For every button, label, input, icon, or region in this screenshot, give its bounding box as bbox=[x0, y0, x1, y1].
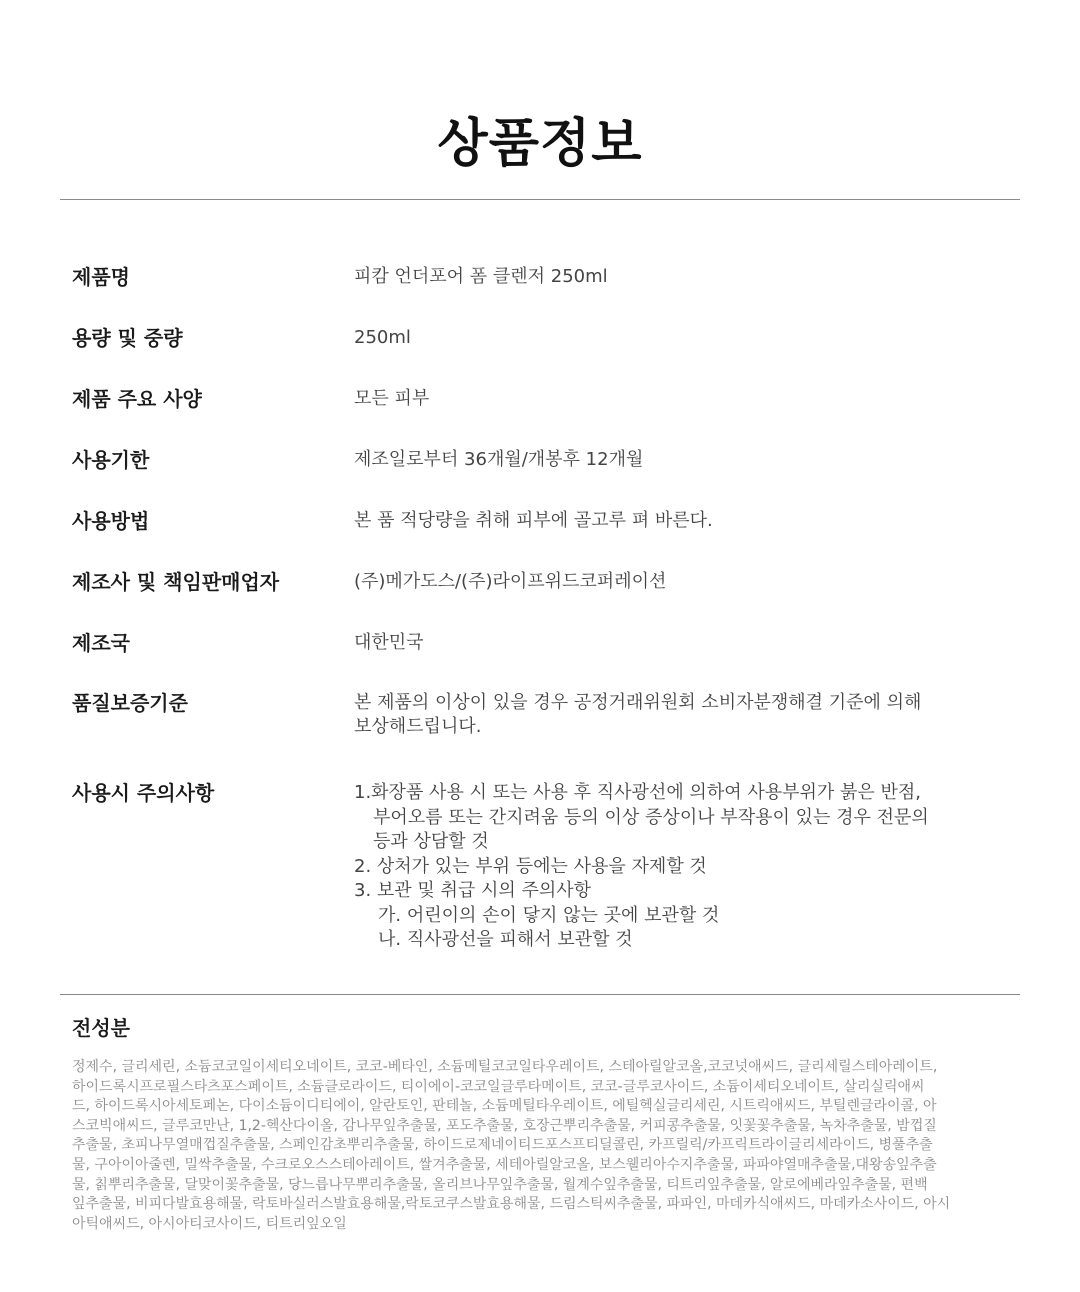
row-value: 본 품 적당량을 취해 피부에 골고루 펴 바른다. bbox=[354, 510, 713, 531]
row-value: 피캄 언더포어 폼 클렌저 250ml bbox=[354, 266, 608, 287]
page-title: 상품정보 bbox=[437, 114, 643, 174]
row-label: 사용방법 bbox=[72, 509, 150, 533]
value-line: 보상해드립니다. bbox=[354, 716, 482, 737]
ingredients-line: 물, 구아이아줄렌, 밀싹추출물, 수크로오스스테아레이트, 쌀겨추출물, 세테아릴알코올, 보스웰리아수지추출물, 파파야열매추출물,대왕송잎추출 bbox=[72, 1156, 937, 1173]
caution-item: 3. 보관 및 취급 시의 주의사항 bbox=[354, 880, 592, 901]
ingredients-list bbox=[72, 1058, 1002, 1234]
row-label: 사용시 주의사항 bbox=[72, 781, 215, 805]
row-value: 제조일로부터 36개월/개봉후 12개월 bbox=[354, 449, 644, 470]
row-label: 제조사 및 책임판매업자 bbox=[72, 570, 280, 594]
row-value: 250ml bbox=[354, 327, 411, 348]
bottom-divider bbox=[60, 994, 1020, 995]
caution-item: 1.화장품 사용 시 또는 사용 후 직사광선에 의하여 사용부위가 붉은 반점, bbox=[354, 782, 921, 803]
caution-subitem: 나. 직사광선을 피해서 보관할 것 bbox=[378, 929, 633, 950]
row-value: 대한민국 bbox=[354, 632, 424, 653]
row-label: 품질보증기준 bbox=[72, 691, 188, 715]
row-value bbox=[354, 691, 994, 739]
ingredients-line: 물, 칡뿌리추출물, 달맞이꽃추출물, 당느릅나무뿌리추출물, 올리브나무잎추출물, 월계수잎추출물, 티트리잎추출물, 알로에베라잎추출물, 편백 bbox=[72, 1176, 928, 1193]
caution-item-continued: 부어오름 또는 간지려움 등의 이상 증상이나 부작용이 있는 경우 전문의 bbox=[373, 806, 929, 828]
ingredients-line: 드, 하이드록시아세토페논, 다이소듐이디티에이, 알란토인, 판테놀, 소듐메틸타우레이트, 에틸헥실글리세린, 시트릭애씨드, 부틸렌글라이콜, 아 bbox=[72, 1098, 937, 1115]
value-line: 본 제품의 이상이 있을 경우 공정거래위원회 소비자분쟁해결 기준에 의해 bbox=[354, 692, 922, 713]
caution-subitem: 가. 어린이의 손이 닿지 않는 곳에 보관할 것 bbox=[378, 904, 720, 926]
row-value: (주)메가도스/(주)라이프위드코퍼레이션 bbox=[354, 571, 667, 592]
row-label: 제품명 bbox=[72, 265, 130, 289]
ingredients-line: 추출물, 초피나무열매껍질추출물, 스페인감초뿌리추출물, 하이드로제네이티드포스프티딜콜린, 카프릴릭/카프릭트라이글리세라이드, 병풀추출 bbox=[72, 1137, 933, 1154]
row-label: 사용기한 bbox=[72, 448, 150, 472]
top-divider bbox=[60, 199, 1020, 200]
ingredients-line: 하이드록시프로필스타츠포스페이트, 소듐클로라이드, 티이에이-코코일글루타메이트, 코코-글루코사이드, 소듐이세티오네이트, 살리실릭애씨 bbox=[72, 1078, 925, 1095]
row-label: 제조국 bbox=[72, 631, 130, 655]
row-label: 제품 주요 사양 bbox=[72, 387, 202, 411]
ingredients-title: 전성분 bbox=[72, 1016, 130, 1040]
caution-item-continued: 등과 상담할 것 bbox=[373, 831, 489, 852]
ingredients-line: 스코빅애씨드, 글루코만난, 1,2-헥산다이올, 감나무잎추출물, 포도추출물, 호장근뿌리추출물, 커피콩추출물, 잇꽃꽃추출물, 녹차추출물, 밤껍질 bbox=[72, 1117, 937, 1134]
row-label: 용량 및 중량 bbox=[72, 326, 183, 350]
caution-list bbox=[354, 781, 994, 953]
ingredients-line: 정제수, 글리세린, 소듐코코일이세티오네이트, 코코-베타인, 소듐메틸코코일타우레이트, 스테아릴알코올,코코넛애씨드, 글리세릴스테아레이트, bbox=[72, 1059, 938, 1075]
caution-item: 2. 상처가 있는 부위 등에는 사용을 자제할 것 bbox=[354, 855, 707, 877]
ingredients-line: 잎추출물, 비피다발효용해물, 락토바실러스발효용해물,락토코쿠스발효용해물, 드림스틱씨추출물, 파파인, 마데카식애씨드, 마데카소사이드, 아시 bbox=[72, 1196, 951, 1213]
row-value: 모든 피부 bbox=[354, 388, 430, 409]
ingredients-line: 아틱애씨드, 아시아티코사이드, 티트리잎오일 bbox=[72, 1215, 347, 1232]
